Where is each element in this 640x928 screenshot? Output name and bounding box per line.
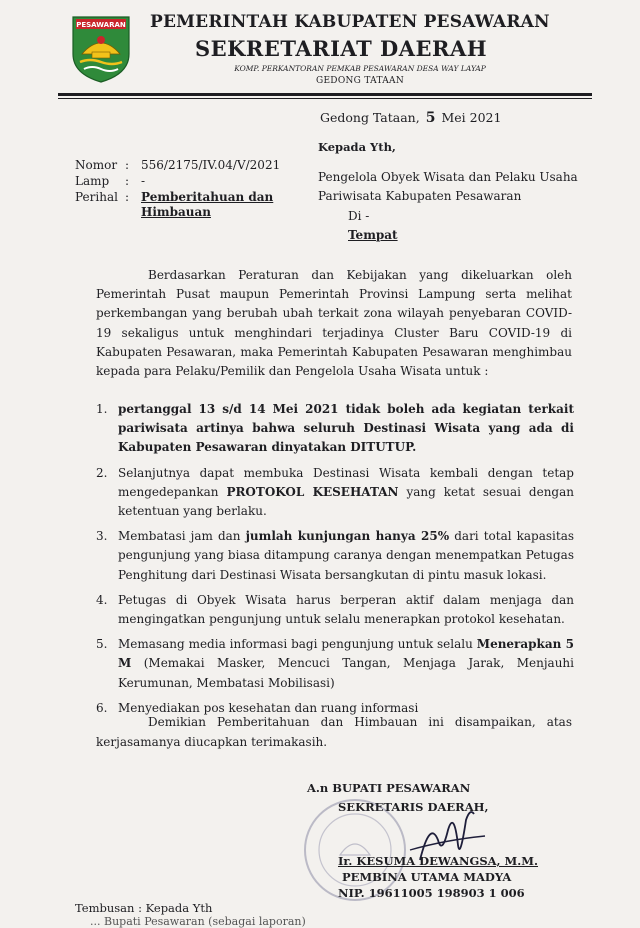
lamp-value: - <box>141 174 146 188</box>
date-month-year: Mei 2021 <box>441 110 502 125</box>
header-secretariat: SEKRETARIAT DAERAH <box>195 36 488 61</box>
signatory-name: Ir. KESUMA DEWANGSA, M.M. <box>338 854 539 868</box>
item-number: 5. <box>96 637 108 652</box>
item-text: dari total kapasitas pengunjung yang biasa ditampung caranya dengan menempatkan Petugas Penghitung dari Destinasi Wisata bersangkutan di pintu masuk lokasi. <box>118 529 575 582</box>
header-government: PEMERINTAH KABUPATEN PESAWARAN <box>150 12 550 32</box>
meta-nomor <box>75 158 280 172</box>
recipient-line-1: Pengelola Obyek Wisata dan Pelaku Usaha <box>318 170 578 184</box>
recipient-line-2: Pariwisata Kabupaten Pesawaran <box>318 189 522 203</box>
item-text: (Memakai Masker, Mencuci Tangan, Menjaga Jarak, Menjauhi Kerumunan, Membatasi Mobilisasi) <box>118 656 574 690</box>
letter-date <box>320 110 501 126</box>
pesawaran-logo <box>70 14 132 84</box>
intro-paragraph: Berdasarkan Peraturan dan Kebijakan yang dikeluarkan oleh Pemerintah Pusat maupun Pemerintah Provinsi Lampung serta melihat perkembangan yang berubah ubah terkait zona wilayah penyebaran COVID-19 sekaligus untuk menghindari terjadinya Cluster Baru COVID-19 di Kabupaten Pesawaran, maka Pemerintah Kabupaten Pesawaran menghimbau kepada para Pelaku/Pemilik dan Pengelola Usaha Wisata untuk : <box>96 268 572 379</box>
item-text: Petugas di Obyek Wisata harus berperan aktif dalam menjaga dan mengingatkan pengunjung untuk selalu menerapkan protokol kesehatan. <box>118 592 574 627</box>
logo-text: PESAWARAN <box>76 21 126 29</box>
item-bold: Menerapkan 5 M <box>118 637 575 671</box>
date-day: 5 <box>425 110 436 126</box>
meta-lamp <box>75 174 145 188</box>
tembusan-cut-line: ... Bupati Pesawaran (sebagai laporan) <box>90 915 306 928</box>
item-number: 2. <box>96 465 108 480</box>
recipient-di: Di - <box>348 209 370 223</box>
colon: : <box>125 174 130 188</box>
lamp-label: Lamp <box>75 174 110 188</box>
item-number: 1. <box>96 402 108 416</box>
list-item <box>96 635 574 693</box>
list-item <box>96 400 574 458</box>
instruction-list <box>96 400 574 724</box>
perihal-value-1: Pemberitahuan dan <box>141 190 274 204</box>
item-bold: PROTOKOL KESEHATAN <box>226 484 399 499</box>
item-number: 3. <box>96 529 108 544</box>
list-item <box>96 527 574 585</box>
closing-paragraph: Demikian Pemberitahuan dan Himbauan ini disampaikan, atas kerjasamanya diucapkan terimakasih. <box>96 715 572 749</box>
signature-title: SEKRETARIS DAERAH, <box>338 800 489 814</box>
item-bold: pertanggal 13 s/d 14 Mei 2021 tidak boleh ada kegiatan terkait pariwisata artinya bahwa seluruh Destinasi Wisata yang ada di Kabupaten Pesawaran dinyatakan DITUTUP. <box>118 402 574 455</box>
item-text: Memasang media informasi bagi pengunjung untuk selalu <box>118 637 477 652</box>
item-text: Menyediakan pos kesehatan dan ruang informasi <box>118 700 419 715</box>
item-text: yang ketat sesuai dengan ketentuan yang berlaku. <box>118 484 574 519</box>
nomor-value: 556/2175/IV.04/V/2021 <box>141 158 281 172</box>
signatory-nip: NIP. 19611005 198903 1 006 <box>338 886 525 900</box>
perihal-value-2: Himbauan <box>141 205 211 219</box>
meta-perihal <box>75 190 273 204</box>
item-number: 6. <box>96 700 108 715</box>
perihal-label: Perihal <box>75 190 118 204</box>
list-item <box>96 464 574 522</box>
nomor-label: Nomor <box>75 158 118 172</box>
colon: : <box>125 190 130 204</box>
colon: : <box>125 158 130 172</box>
item-text: Membatasi jam dan <box>118 529 246 544</box>
list-item <box>96 591 574 629</box>
tembusan-label: Tembusan : Kepada Yth <box>75 901 213 915</box>
recipient-kepada: Kepada Yth, <box>318 140 396 154</box>
item-bold: jumlah kunjungan hanya 25% <box>245 529 450 544</box>
header-rule-thin <box>58 98 592 99</box>
item-number: 4. <box>96 592 108 607</box>
header-address: KOMP. PERKANTORAN PEMKAB PESAWARAN DESA WAY LAYAP <box>234 64 486 73</box>
date-place: Gedong Tataan, <box>320 110 420 125</box>
header-rule-thick <box>58 93 592 96</box>
item-text: Selanjutnya dapat membuka Destinasi Wisata kembali dengan tetap mengedepankan <box>118 465 574 499</box>
signature-behalf: A.n BUPATI PESAWARAN <box>307 781 471 795</box>
header-city: GEDONG TATAAN <box>315 76 405 86</box>
signatory-rank: PEMBINA UTAMA MADYA <box>342 870 512 884</box>
recipient-tempat: Tempat <box>348 228 398 242</box>
